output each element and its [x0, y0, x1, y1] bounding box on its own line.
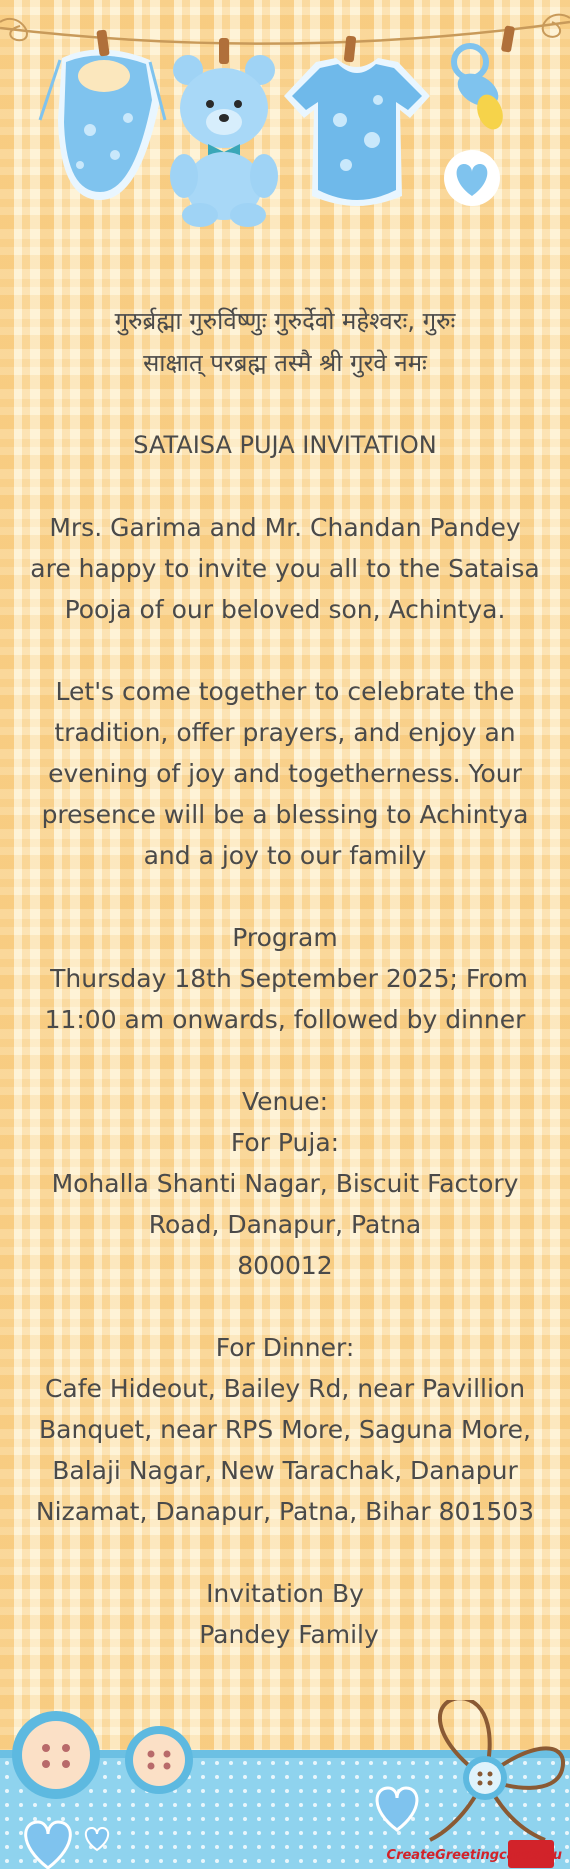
intro-line-2: are happy to invite you all to the Sataisa — [30, 554, 540, 583]
dinner-address-line-3: Balaji Nagar, New Tarachak, Danapur — [52, 1456, 518, 1485]
program-title: Program — [232, 923, 338, 952]
pacifier-icon — [452, 46, 507, 133]
message-line-3: evening of joy and togetherness. Your — [48, 759, 522, 788]
puja-pincode: 800012 — [237, 1251, 333, 1280]
message-line-5: and a joy to our family — [143, 841, 427, 870]
teddy-bear-icon — [170, 55, 278, 227]
invitation-by-title: Invitation By — [206, 1579, 364, 1608]
program-line-1: Thursday 18th September 2025; From — [42, 964, 528, 993]
message-line-4: presence will be a blessing to Achintya — [41, 800, 529, 829]
clothesline-string — [0, 22, 570, 44]
mantra-line-1: गुरुर्ब्रह्मा गुरुर्विष्णुः गुरुर्देवो महेश्वरः, गुरुः — [114, 307, 456, 335]
clothespin-2 — [219, 38, 229, 64]
venue-title: Venue: — [241, 1087, 329, 1116]
clothesline-decoration — [0, 0, 570, 250]
puja-address-line-2: Road, Danapur, Patna — [148, 1210, 422, 1239]
dinner-address-line-1: Cafe Hideout, Bailey Rd, near Pavillion — [44, 1374, 526, 1403]
bottom-decoration — [0, 1700, 570, 1869]
invitation-by-name: Pandey Family — [191, 1620, 379, 1649]
message-line-2: tradition, offer prayers, and enjoy an — [54, 718, 516, 747]
puja-address-line-1: Mohalla Shanti Nagar, Biscuit Factory — [51, 1169, 519, 1198]
watermark-text: CreateGreetingcards.eu — [386, 1848, 562, 1863]
dinner-venue-title: For Dinner: — [215, 1333, 355, 1362]
dinner-address-line-2: Banquet, near RPS More, Saguna More, — [39, 1415, 531, 1444]
guru-mantra — [50, 300, 520, 384]
onesie-icon — [284, 58, 430, 206]
button-icon — [12, 1711, 100, 1799]
invitation-content — [0, 300, 570, 1655]
button-icon — [125, 1726, 193, 1794]
intro-line-1: Mrs. Garima and Mr. Chandan Pandey — [49, 513, 521, 542]
dinner-address-line-4: Nizamat, Danapur, Patna, Bihar 801503 — [35, 1497, 535, 1526]
intro-line-3: Pooja of our beloved son, Achintya. — [64, 595, 506, 624]
program-line-2: 11:00 am onwards, followed by dinner — [44, 1005, 526, 1034]
puja-venue-title: For Puja: — [230, 1128, 340, 1157]
heart-icon — [444, 150, 500, 206]
clothespin-3 — [344, 36, 357, 63]
message-line-1: Let's come together to celebrate the — [55, 677, 515, 706]
bib-icon — [40, 49, 165, 200]
invitation-heading: SATAISA PUJA INVITATION — [133, 431, 437, 459]
mantra-line-2: साक्षात् परब्रह्म तस्मै श्री गुरवे नमः — [143, 349, 427, 377]
